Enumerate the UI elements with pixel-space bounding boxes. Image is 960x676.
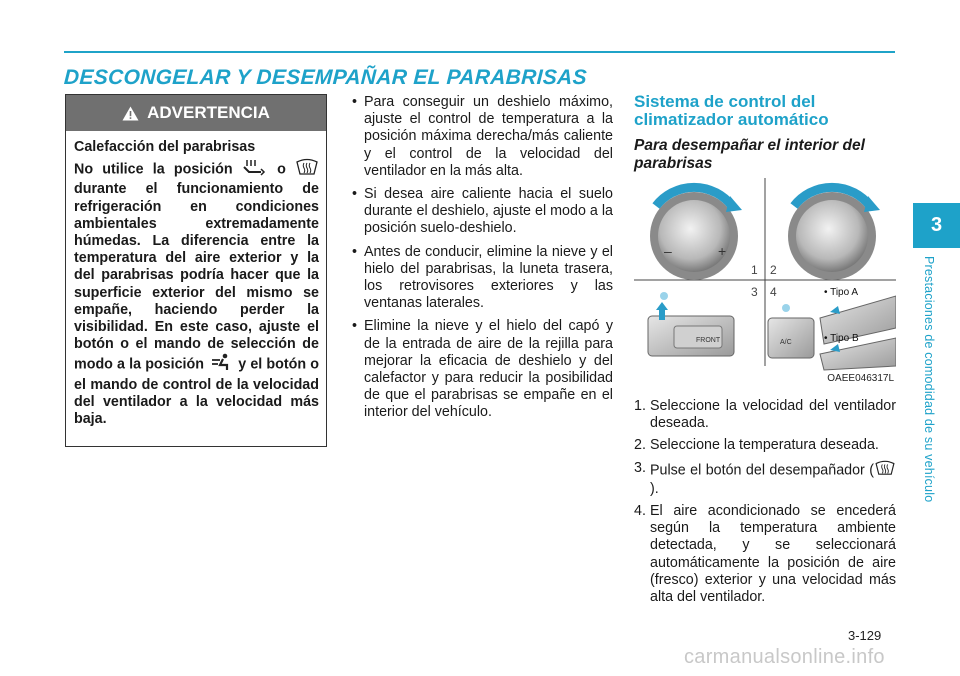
step-text: Pulse el botón del desempañador (	[650, 462, 874, 478]
step-text: Seleccione la temperatura deseada.	[650, 437, 879, 454]
step-text: El aire acondicionado se encederá según la temperatura ambiente detectada, y se seleccionará automáticamente la posición de aire (fresco) exterior y una velocidad más alta del ventilador.	[650, 503, 896, 606]
svg-text:–: –	[664, 243, 672, 259]
list-item: • Para conseguir un deshielo máximo, ajuste el control de temperatura a la posición máxima derecha/más caliente y el control de la velocidad del ventilador en la más alta.	[348, 94, 613, 180]
tipo-a-label: • Tipo A	[824, 287, 859, 298]
top-rule	[64, 51, 895, 53]
step-text-end: ).	[650, 480, 659, 497]
warning-heading: ADVERTENCIA	[147, 103, 270, 122]
subsection-subtitle: Para desempañar el interior del parabrisas	[634, 137, 865, 172]
step-item	[634, 503, 896, 606]
climate-control-illustration	[634, 178, 896, 384]
watermark: carmanualsonline.info	[684, 646, 885, 668]
defrost-icon	[874, 460, 896, 481]
list-item: • Elimine la nieve y el hielo del capó y de la entrada de aire de la rejilla para mejorar la eficacia de deshielo y del calefactor y para reducir la posibilidad de que el parabrisas se empañe en el interior del vehículo.	[348, 318, 613, 421]
middle-column	[348, 94, 613, 428]
warning-text-4: y el botón o el mando de control de la velocidad del ventilador a la velocidad más baja.	[74, 356, 319, 428]
chapter-tab: 3	[913, 203, 960, 248]
figure-code: OAEE046317L	[827, 373, 894, 384]
list-item: • Antes de conducir, elimine la nieve y el hielo del parabrisas, la luneta trasera, los retrovisores exteriores y las ventanas laterales.	[348, 244, 613, 313]
warning-text-2: o	[277, 161, 286, 178]
section-title: DESCONGELAR Y DESEMPAÑAR EL PARABRISAS	[63, 66, 588, 89]
figure-label-4: 4	[770, 285, 777, 299]
step-number: 3.	[634, 459, 646, 476]
bullet-list	[348, 94, 613, 422]
step-number: 1.	[634, 398, 646, 414]
svg-text:+: +	[718, 243, 727, 259]
step-number: 2.	[634, 437, 646, 454]
figure-label-1: 1	[751, 263, 758, 277]
step-item	[634, 398, 896, 432]
step-item	[634, 460, 896, 498]
list-item: • Si desea aire caliente hacia el suelo durante el deshielo, ajuste el modo a la posición suelo-deshielo.	[348, 186, 613, 238]
step-item	[634, 437, 896, 454]
warning-text-3: durante el funcionamiento de refrigeración en condiciones ambientales extremadamente húmedas. La diferencia entre la temperatura del aire exterior y la del parabrisas podría hacer que la superficie exterior del mismo se empañe, haciendo perder la visibilidad. En este caso, ajuste el botón o el mando de selección de modo a la posición	[74, 181, 319, 373]
page-number: 3-129	[848, 628, 882, 643]
step-number: 4.	[634, 503, 646, 520]
ac-label: A/C	[780, 339, 792, 346]
subsection-title: Sistema de control del climatizador automático	[634, 92, 829, 129]
figure-label-3: 3	[751, 285, 758, 299]
step-text: Seleccione la velocidad del ventilador deseada.	[650, 398, 896, 432]
warning-subtitle: Calefacción del parabrisas	[74, 139, 256, 155]
warning-body	[74, 139, 319, 428]
figure-label-2: 2	[770, 263, 777, 277]
front-label: FRONT	[696, 337, 721, 344]
steps-list	[634, 398, 896, 611]
chapter-title: Prestaciones de comodidad de su vehículo	[922, 256, 936, 503]
tipo-b-label: • Tipo B	[824, 333, 859, 344]
climate-control-figure	[634, 178, 896, 384]
floor-defrost-icon	[242, 158, 268, 181]
defrost-icon	[295, 158, 319, 181]
face-floor-icon	[208, 353, 234, 376]
warning-header	[66, 95, 326, 131]
warning-box	[65, 94, 327, 447]
warning-triangle-icon	[122, 106, 139, 121]
warning-text-1: No utilice la posición	[74, 161, 233, 178]
